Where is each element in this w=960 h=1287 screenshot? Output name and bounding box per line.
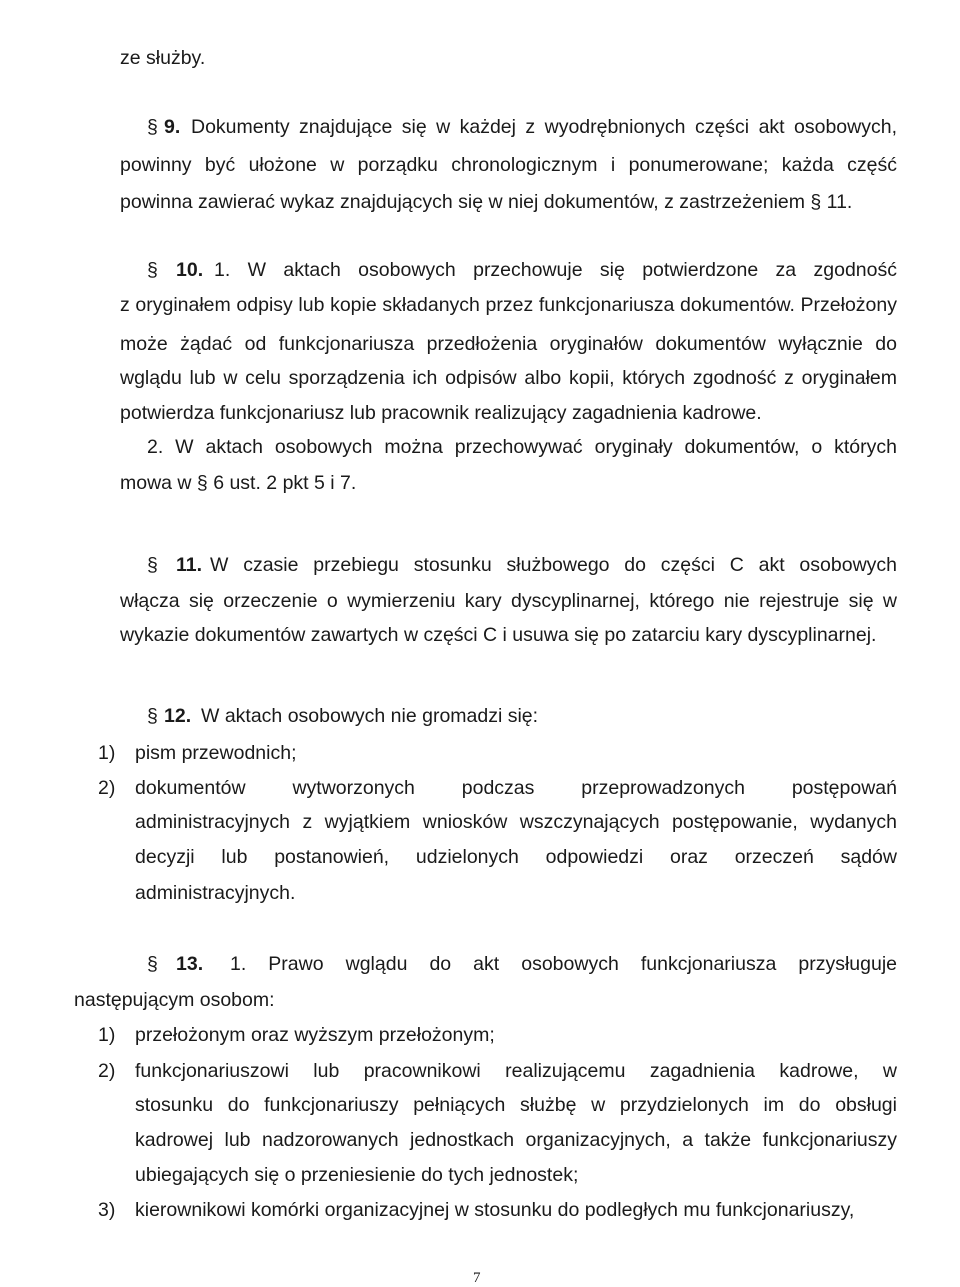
list-item-text: funkcjonariuszowi lub pracownikowi realizującemu zagadnienia kadrowe, w bbox=[135, 1060, 897, 1082]
list-item-text: dokumentów wytworzonych podczas przeprowadzonych postępowań bbox=[135, 777, 897, 799]
list-item-text: kadrowej lub nadzorowanych jednostkach organizacyjnych, a także funkcjonariuszy bbox=[135, 1129, 897, 1151]
section-10-line: potwierdza funkcjonariusz lub pracownik realizujący zagadnienia kadrowe. bbox=[120, 402, 762, 424]
list-item-text: ubiegających się o przeniesienie do tych jednostek; bbox=[135, 1164, 579, 1186]
section-10-line: z oryginałem odpisy lub kopie składanych przez funkcjonariusza dokumentów. Przełożony bbox=[120, 294, 897, 316]
section-11-line: włącza się orzeczenie o wymierzeniu kary dyscyplinarnej, którego nie rejestruje się w bbox=[120, 590, 897, 612]
section-10-line: 2. W aktach osobowych można przechowywać oryginały dokumentów, o których bbox=[147, 436, 897, 458]
section-sign: § bbox=[147, 554, 158, 576]
page-number: 7 bbox=[473, 1270, 481, 1286]
list-item-text: administracyjnych. bbox=[135, 882, 296, 904]
list-item-number: 3) bbox=[98, 1199, 116, 1221]
list-item-text: stosunku do funkcjonariuszy pełniących służbę w przydzielonych im do obsługi bbox=[135, 1094, 897, 1116]
section-10-line: może żądać od funkcjonariusza przedłożenia oryginałów dokumentów wyłącznie do bbox=[120, 333, 897, 355]
list-item-text: decyzji lub postanowień, udzielonych odpowiedzi oraz orzeczeń sądów bbox=[135, 846, 897, 868]
list-item-number: 2) bbox=[98, 1060, 116, 1082]
section-9-line: powinny być ułożone w porządku chronologicznym i ponumerowane; każda część bbox=[120, 154, 897, 176]
section-10-line: mowa w § 6 ust. 2 pkt 5 i 7. bbox=[120, 472, 357, 494]
section-11-line: W czasie przebiegu stosunku służbowego do części C akt osobowych bbox=[210, 554, 897, 576]
list-item-number: 1) bbox=[98, 742, 116, 764]
section-12-number: 12. bbox=[164, 705, 192, 727]
section-11-line: wykazie dokumentów zawartych w części C i usuwa się po zatarciu kary dyscyplinarnej. bbox=[120, 624, 877, 646]
list-item-number: 1) bbox=[98, 1024, 116, 1046]
list-item-text: pism przewodnich; bbox=[135, 742, 297, 764]
section-10-line: 1. W aktach osobowych przechowuje się potwierdzone za zgodność bbox=[214, 259, 897, 281]
section-13-line: następującym osobom: bbox=[74, 989, 275, 1011]
section-13-line: 1. Prawo wglądu do akt osobowych funkcjonariusza przysługuje bbox=[230, 953, 897, 975]
section-9-line: Dokumenty znajdujące się w każdej z wyodrębnionych części akt osobowych, bbox=[191, 116, 897, 138]
list-item-text: kierownikowi komórki organizacyjnej w stosunku do podległych mu funkcjonariuszy, bbox=[135, 1199, 855, 1221]
list-item-text: przełożonym oraz wyższym przełożonym; bbox=[135, 1024, 495, 1046]
section-sign: § bbox=[147, 705, 158, 727]
list-item-number: 2) bbox=[98, 777, 116, 799]
section-10-number: 10. bbox=[176, 259, 204, 281]
section-sign: § bbox=[147, 259, 158, 281]
continuation-text: ze służby. bbox=[120, 47, 206, 69]
section-13-number: 13. bbox=[176, 953, 204, 975]
section-10-line: wglądu lub w celu sporządzenia ich odpisów albo kopii, których zgodność z oryginałem bbox=[120, 367, 897, 389]
section-sign: § bbox=[147, 953, 158, 975]
section-12-intro: W aktach osobowych nie gromadzi się: bbox=[201, 705, 539, 727]
list-item-text: administracyjnych z wyjątkiem wniosków wszczynających postępowanie, wydanych bbox=[135, 811, 897, 833]
section-9-number: 9. bbox=[164, 116, 181, 138]
section-sign: § bbox=[147, 116, 158, 138]
section-9-line: powinna zawierać wykaz znajdujących się w niej dokumentów, z zastrzeżeniem § 11. bbox=[120, 191, 853, 213]
section-11-number: 11. bbox=[176, 554, 203, 576]
